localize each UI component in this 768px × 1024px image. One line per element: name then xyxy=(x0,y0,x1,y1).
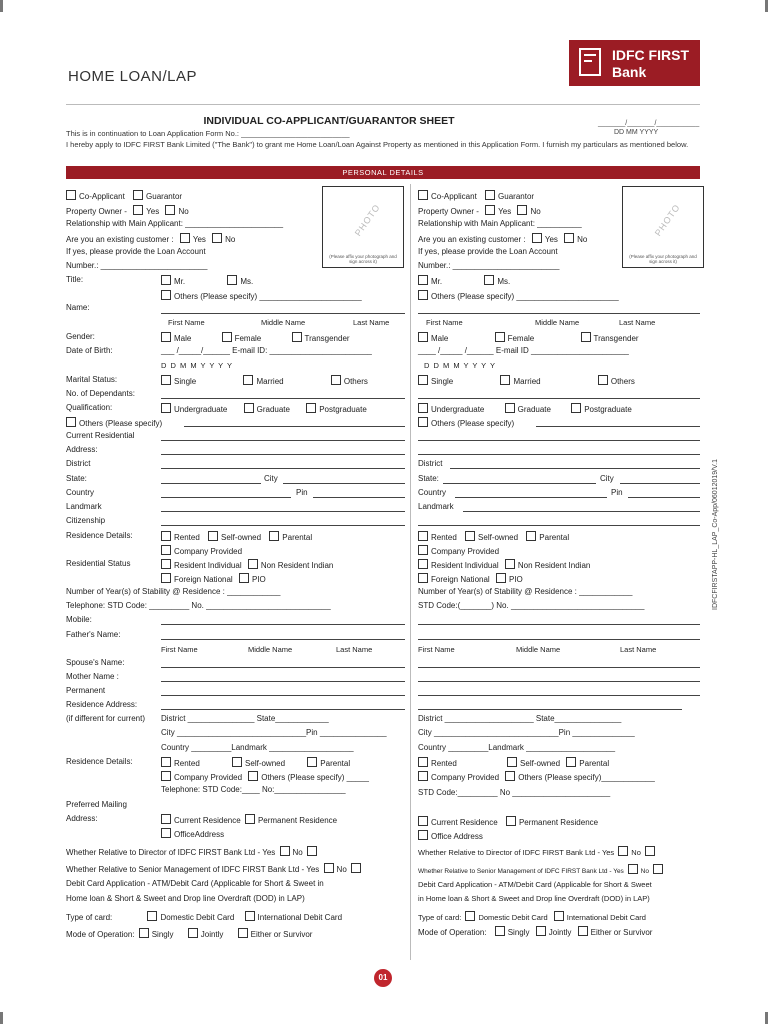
r-applicant-type-row: Co-Applicant Guarantor xyxy=(418,190,534,201)
address-label: Address: xyxy=(66,445,98,454)
gender-options: Male Female Transgender xyxy=(161,332,350,343)
perm-company-row: Company Provided Others (Please specify) _____ xyxy=(161,771,369,782)
column-divider xyxy=(410,184,411,960)
photo-caption: (Please affix your photograph and sign across it) xyxy=(329,254,397,264)
r-undergraduate-checkbox[interactable] xyxy=(418,403,428,413)
r-dob-email-field[interactable]: ____ /_____ /______ E-mail ID ______________________ xyxy=(418,346,629,355)
r-std-field[interactable]: STD Code:(_______) No. ______________________________ xyxy=(418,601,645,610)
r-international-card-checkbox[interactable] xyxy=(554,911,564,921)
mode-operation-row: Mode of Operation: Singly Jointly Either or Survivor xyxy=(66,930,313,939)
r-domestic-card-checkbox[interactable] xyxy=(465,911,475,921)
qualification-label: Qualification: xyxy=(66,403,113,412)
r-pin-label: Pin xyxy=(611,488,623,497)
company-provided-row: Company Provided xyxy=(161,545,242,556)
res-details-options: Rented Self-owned Parental xyxy=(161,531,312,542)
dob-format-caption: D D M M Y Y Y Y xyxy=(161,361,233,370)
existing-customer-no-checkbox[interactable] xyxy=(212,233,222,243)
pio-checkbox[interactable] xyxy=(239,573,249,583)
foreign-national-row: Foreign National PIO xyxy=(161,573,266,584)
undergraduate-checkbox[interactable] xyxy=(161,403,171,413)
state-label: State: xyxy=(66,474,87,483)
relationship-field[interactable]: Relationship with Main Applicant: ______________________ xyxy=(66,219,284,228)
r-co-applicant-checkbox[interactable] xyxy=(418,190,428,200)
r-perm-self-owned-checkbox[interactable] xyxy=(507,757,517,767)
ms-checkbox[interactable] xyxy=(227,275,237,285)
r-rented-checkbox[interactable] xyxy=(418,531,428,541)
r-existing-yes-checkbox[interactable] xyxy=(532,233,542,243)
citizenship-label: Citizenship xyxy=(66,516,106,525)
r-resident-checkbox[interactable] xyxy=(418,559,428,569)
pref-address-label: Address: xyxy=(66,814,98,823)
father-last-name-caption: Last Name xyxy=(336,645,373,654)
either-survivor-checkbox[interactable] xyxy=(238,928,248,938)
r-country-label: Country xyxy=(418,488,447,497)
qualification-others-row: Others (Please specify) xyxy=(66,417,162,428)
relative-director-no-checkbox[interactable] xyxy=(307,846,317,856)
r-transgender-checkbox[interactable] xyxy=(581,332,591,342)
r-pio-checkbox[interactable] xyxy=(496,573,506,583)
mr-checkbox[interactable] xyxy=(161,275,171,285)
r-company-provided-checkbox[interactable] xyxy=(418,545,428,555)
photo-watermark: PHOTO xyxy=(352,202,383,238)
r-debit-card-label-1: Debit Card Application - ATM/Debit Card (Applicable for Short & Sweet xyxy=(418,880,652,889)
name-label: Name: xyxy=(66,303,90,312)
existing-customer-row: Are you an existing customer : Yes No xyxy=(66,235,236,244)
jointly-checkbox[interactable] xyxy=(188,928,198,938)
r-state-label: State: xyxy=(418,474,439,483)
date-field[interactable]: _______/_______/___________ xyxy=(598,120,700,127)
postgraduate-checkbox[interactable] xyxy=(306,403,316,413)
r-current-res-field-2[interactable] xyxy=(418,454,700,455)
r-first-name-caption: First Name xyxy=(426,318,463,327)
dob-email-field[interactable]: ___ /_____/______ E-mail ID: _______________________ xyxy=(161,346,372,355)
r-last-name-caption: Last Name xyxy=(619,318,656,327)
city-label: City xyxy=(264,474,278,483)
mobile-label: Mobile: xyxy=(66,615,92,624)
r-city-label: City xyxy=(600,474,614,483)
transgender-checkbox[interactable] xyxy=(292,332,302,342)
marital-others-checkbox[interactable] xyxy=(331,375,341,385)
spouse-label: Spouse's Name: xyxy=(66,658,125,667)
district-field[interactable] xyxy=(161,468,405,469)
relative-senior-no-checkbox[interactable] xyxy=(351,863,361,873)
r-male-checkbox[interactable] xyxy=(418,332,428,342)
relative-senior-row: Whether Relative to Senior Management of IDFC FIRST Bank Ltd - Yes No xyxy=(66,863,364,874)
r-relative-senior-yes-checkbox[interactable] xyxy=(628,864,638,874)
perm-self-owned-checkbox[interactable] xyxy=(232,757,242,767)
r-district-label: District xyxy=(418,459,443,468)
r-country-field[interactable] xyxy=(455,497,607,498)
r-property-owner-no-checkbox[interactable] xyxy=(517,205,527,215)
r-relative-director-no-checkbox[interactable] xyxy=(645,846,655,856)
co-applicant-checkbox[interactable] xyxy=(66,190,76,200)
r-existing-customer-row: Are you an existing customer : Yes No xyxy=(418,235,588,244)
current-res-field-1[interactable] xyxy=(161,440,405,441)
current-res-label: Current Residential xyxy=(66,431,135,440)
applicant-type-row: Co-Applicant Guarantor xyxy=(66,190,182,201)
company-provided-checkbox[interactable] xyxy=(161,545,171,555)
r-relative-director-row: Whether Relative to Director of IDFC FIRST Bank Ltd - Yes No xyxy=(418,846,658,857)
district-label: District xyxy=(66,459,91,468)
married-checkbox[interactable] xyxy=(243,375,253,385)
single-checkbox[interactable] xyxy=(161,375,171,385)
state-field[interactable] xyxy=(161,483,261,484)
r-mailing-office-checkbox[interactable] xyxy=(418,830,428,840)
r-photo-caption: (Please affix your photograph and sign across it) xyxy=(629,254,697,264)
r-qualification-others-checkbox[interactable] xyxy=(418,417,428,427)
father-first-name-caption: First Name xyxy=(161,645,198,654)
perm-res-details-options: Rented Self-owned Parental xyxy=(161,757,350,768)
res-details-label: Residence Details: xyxy=(66,531,133,540)
r-perm-city-pin-field[interactable]: City ____________________________Pin ______________ xyxy=(418,728,635,737)
r-loan-account-label: If yes, please provide the Loan Account xyxy=(418,247,558,256)
section-header: PERSONAL DETAILS xyxy=(66,166,700,179)
qualification-others-field[interactable] xyxy=(184,426,405,427)
r-graduate-checkbox[interactable] xyxy=(505,403,515,413)
perm-res-details-label: Residence Details: xyxy=(66,757,133,766)
r-loan-account-number-field[interactable]: Number.: ________________________ xyxy=(418,261,560,270)
r-parental-checkbox[interactable] xyxy=(526,531,536,541)
r-gender-options: Male Female Transgender xyxy=(418,332,639,343)
intro-line-2: I hereby apply to IDFC FIRST Bank Limited ("The Bank") to grant me Home Loan/Loan Against Property as mentioned in this Application Form. I furnish my particulars as mentioned below. xyxy=(66,140,689,149)
domestic-card-checkbox[interactable] xyxy=(147,911,157,921)
r-name-field[interactable] xyxy=(418,313,700,314)
perm-others-checkbox[interactable] xyxy=(248,771,258,781)
r-perm-company-row: Company Provided Others (Please specify)____________ xyxy=(418,771,655,782)
father-middle-name-caption: Middle Name xyxy=(248,645,293,654)
debit-card-label-2: Home loan & Short & Sweet and Drop line Overdraft (DOD) in LAP) xyxy=(66,894,305,903)
r-property-owner-yes-checkbox[interactable] xyxy=(485,205,495,215)
perm-parental-checkbox[interactable] xyxy=(307,757,317,767)
property-owner-no-checkbox[interactable] xyxy=(165,205,175,215)
r-state-field[interactable] xyxy=(443,483,596,484)
intro-line-1: This is in continuation to Loan Application Form No.: __________________________ xyxy=(66,129,350,138)
relative-director-yes-checkbox[interactable] xyxy=(280,846,290,856)
perm-company-checkbox[interactable] xyxy=(161,771,171,781)
header-divider xyxy=(66,104,700,105)
r-pin-field[interactable] xyxy=(628,497,700,498)
r-singly-checkbox[interactable] xyxy=(495,926,505,936)
r-landmark-field[interactable] xyxy=(463,511,700,512)
res-status-options: Resident Individual Non Resident Indian xyxy=(161,559,333,570)
r-father-middle-name-caption: Middle Name xyxy=(516,645,561,654)
mailing-options: Current Residence Permanent Residence xyxy=(161,814,337,825)
mailing-office-row: OfficeAddress xyxy=(161,828,224,839)
r-res-status-options: Resident Individual Non Resident Indian xyxy=(418,559,590,570)
crop-mark xyxy=(0,0,3,12)
graduate-checkbox[interactable] xyxy=(244,403,254,413)
r-relative-senior-no-checkbox[interactable] xyxy=(653,864,663,874)
perm-country-landmark-field[interactable]: Country _________Landmark ___________________ xyxy=(161,743,354,752)
r-city-field[interactable] xyxy=(620,483,700,484)
r-mailing-permanent-checkbox[interactable] xyxy=(506,816,516,826)
r-father-last-name-caption: Last Name xyxy=(620,645,657,654)
r-perm-company-checkbox[interactable] xyxy=(418,771,428,781)
citizenship-field[interactable] xyxy=(161,525,405,526)
pref-mailing-label: Preferred Mailing xyxy=(66,800,127,809)
pin-label: Pin xyxy=(296,488,308,497)
marital-label: Marital Status: xyxy=(66,375,118,384)
form-title: INDIVIDUAL CO-APPLICANT/GUARANTOR SHEET xyxy=(203,115,455,127)
r-permanent-field-2[interactable] xyxy=(418,709,682,710)
r-perm-district-state-field[interactable]: District ____________________ State_______________ xyxy=(418,714,622,723)
date-labels: DD MM YYYY xyxy=(614,129,659,136)
relative-director-row: Whether Relative to Director of IDFC FIRST Bank Ltd - Yes No xyxy=(66,846,320,857)
logo-icon xyxy=(579,48,601,76)
mother-label: Mother Name : xyxy=(66,672,119,681)
r-photo-watermark: PHOTO xyxy=(652,202,683,238)
debit-card-label-1: Debit Card Application - ATM/Debit Card (Applicable for Short & Sweet in xyxy=(66,879,324,888)
r-type-card-row: Type of card: Domestic Debit Card International Debit Card xyxy=(418,913,646,922)
r-qualification-others-field[interactable] xyxy=(536,426,700,427)
existing-customer-yes-checkbox[interactable] xyxy=(180,233,190,243)
r-perm-others-checkbox[interactable] xyxy=(505,771,515,781)
perm-telephone-field[interactable]: Telephone: STD Code:____ No:________________ xyxy=(161,785,346,794)
self-owned-checkbox[interactable] xyxy=(208,531,218,541)
r-title-others-checkbox[interactable] xyxy=(418,290,428,300)
country-label: Country xyxy=(66,488,95,497)
dob-label: Date of Birth: xyxy=(66,346,113,355)
r-either-survivor-checkbox[interactable] xyxy=(578,926,588,936)
r-postgraduate-checkbox[interactable] xyxy=(571,403,581,413)
r-existing-no-checkbox[interactable] xyxy=(564,233,574,243)
father-label: Father's Name: xyxy=(66,630,121,639)
r-company-provided-row: Company Provided xyxy=(418,545,499,556)
r-mobile-field[interactable] xyxy=(418,624,700,625)
resident-individual-checkbox[interactable] xyxy=(161,559,171,569)
r-foreign-national-row: Foreign National PIO xyxy=(418,573,523,584)
r-spouse-field[interactable] xyxy=(418,667,700,668)
r-qualification-options: Undergraduate Graduate Postgraduate xyxy=(418,403,632,414)
loan-account-number-field[interactable]: Number.: ________________________ xyxy=(66,261,208,270)
res-status-label: Residential Status xyxy=(66,559,131,568)
telephone-field[interactable]: Telephone: STD Code: _________ No. ____________________________ xyxy=(66,601,331,610)
rented-checkbox[interactable] xyxy=(161,531,171,541)
r-relative-senior-row: Whether Relative to Senior Management of IDFC FIRST Bank Ltd - Yes No xyxy=(418,864,666,875)
r-current-res-field-1[interactable] xyxy=(418,440,700,441)
r-guarantor-checkbox[interactable] xyxy=(485,190,495,200)
logo-text-line2: Bank xyxy=(612,64,647,80)
r-perm-rented-checkbox[interactable] xyxy=(418,757,428,767)
city-field[interactable] xyxy=(283,483,405,484)
mobile-field[interactable] xyxy=(161,624,405,625)
r-mode-operation-row: Mode of Operation: Singly Jointly Either or Survivor xyxy=(418,928,653,937)
marital-options: Single Married Others xyxy=(161,375,368,386)
mother-field[interactable] xyxy=(161,681,405,682)
r-marital-options: Single Married Others xyxy=(418,375,635,386)
r-married-checkbox[interactable] xyxy=(500,375,510,385)
form-reference-code: IDFCFIRSTAPP-HL_LAP_Co-App/06012019/V.1 xyxy=(712,459,719,610)
male-checkbox[interactable] xyxy=(161,332,171,342)
title-others-checkbox[interactable] xyxy=(161,290,171,300)
last-name-caption: Last Name xyxy=(353,318,390,327)
r-res-details-options: Rented Self-owned Parental xyxy=(418,531,569,542)
female-checkbox[interactable] xyxy=(222,332,232,342)
r-title-options: Mr. Ms. xyxy=(418,275,510,286)
first-name-caption: First Name xyxy=(168,318,205,327)
loan-account-label: If yes, please provide the Loan Account xyxy=(66,247,206,256)
property-owner-row: Property Owner - Yes No xyxy=(66,207,189,216)
middle-name-caption: Middle Name xyxy=(261,318,306,327)
landmark-label: Landmark xyxy=(66,502,102,511)
spouse-field[interactable] xyxy=(161,667,405,668)
type-card-row: Type of card: Domestic Debit Card International Debit Card xyxy=(66,913,343,922)
r-perm-res-details-options: Rented Self-owned Parental xyxy=(418,757,609,768)
r-perm-parental-checkbox[interactable] xyxy=(566,757,576,767)
r-mailing-options: Current Residence Permanent Residence xyxy=(418,816,598,827)
mailing-permanent-checkbox[interactable] xyxy=(245,814,255,824)
if-different-label: (if different for current) xyxy=(66,714,145,723)
r-single-checkbox[interactable] xyxy=(418,375,428,385)
perm-city-pin-field[interactable]: City _____________________________Pin _______________ xyxy=(161,728,387,737)
dependants-field[interactable] xyxy=(161,398,405,399)
bank-logo xyxy=(569,40,700,86)
r-jointly-checkbox[interactable] xyxy=(536,926,546,936)
r-property-owner-row: Property Owner - Yes No xyxy=(418,207,541,216)
non-resident-checkbox[interactable] xyxy=(248,559,258,569)
singly-checkbox[interactable] xyxy=(139,928,149,938)
r-stability-field[interactable]: Number of Year(s) of Stability @ Residence : ____________ xyxy=(418,587,633,596)
qualification-options: Undergraduate Graduate Postgraduate xyxy=(161,403,367,414)
r-mailing-current-checkbox[interactable] xyxy=(418,816,428,826)
relative-senior-yes-checkbox[interactable] xyxy=(324,863,334,873)
r-photo-box[interactable] xyxy=(622,186,704,268)
r-non-resident-checkbox[interactable] xyxy=(505,559,515,569)
r-mailing-office-row: Office Address xyxy=(418,830,483,841)
permanent-field-2[interactable] xyxy=(161,709,405,710)
r-relative-director-yes-checkbox[interactable] xyxy=(618,846,628,856)
permanent-label: Permanent xyxy=(66,686,106,695)
r-middle-name-caption: Middle Name xyxy=(535,318,580,327)
r-perm-std-field[interactable]: STD Code:_________ No ______________________ xyxy=(418,788,611,797)
r-dob-format-caption: D D M M Y Y Y Y xyxy=(424,361,496,370)
country-field[interactable] xyxy=(161,497,291,498)
mailing-office-checkbox[interactable] xyxy=(161,828,171,838)
father-field[interactable] xyxy=(161,639,405,640)
logo-text-line1: IDFC FIRST xyxy=(612,47,689,63)
photo-box[interactable] xyxy=(322,186,404,268)
r-title-others-row: Others (Please specify) _______________________ xyxy=(418,290,619,301)
r-father-first-name-caption: First Name xyxy=(418,645,455,654)
page-number-badge: 01 xyxy=(374,969,392,987)
international-card-checkbox[interactable] xyxy=(245,911,255,921)
r-mother-field[interactable] xyxy=(418,681,700,682)
title-others-row: Others (Please specify) _______________________ xyxy=(161,290,362,301)
r-debit-card-label-2: in Home loan & Short & Sweet and Drop line Overdraft (DOD) in LAP) xyxy=(418,894,650,903)
pin-field[interactable] xyxy=(313,497,405,498)
r-father-field[interactable] xyxy=(418,639,700,640)
r-district-field[interactable] xyxy=(450,468,700,469)
r-landmark-label: Landmark xyxy=(418,502,454,511)
r-citizenship-field[interactable] xyxy=(418,525,700,526)
perm-district-state-field[interactable]: District _______________ State____________ xyxy=(161,714,329,723)
stability-field[interactable]: Number of Year(s) of Stability @ Residence : ____________ xyxy=(66,587,281,596)
perm-rented-checkbox[interactable] xyxy=(161,757,171,767)
crop-mark xyxy=(0,1012,3,1024)
r-relationship-field[interactable]: Relationship with Main Applicant: __________ xyxy=(418,219,582,228)
r-mr-checkbox[interactable] xyxy=(418,275,428,285)
gender-label: Gender: xyxy=(66,332,95,341)
qualification-others-checkbox[interactable] xyxy=(66,417,76,427)
mailing-current-checkbox[interactable] xyxy=(161,814,171,824)
guarantor-checkbox[interactable] xyxy=(133,190,143,200)
r-ms-checkbox[interactable] xyxy=(484,275,494,285)
foreign-national-checkbox[interactable] xyxy=(161,573,171,583)
r-qualification-others-row: Others (Please specify) xyxy=(418,417,514,428)
r-permanent-field-1[interactable] xyxy=(418,695,700,696)
brand-title: HOME LOAN/LAP xyxy=(68,68,198,85)
title-label: Title: xyxy=(66,275,84,284)
r-female-checkbox[interactable] xyxy=(495,332,505,342)
r-dependants-field[interactable] xyxy=(418,398,700,399)
r-self-owned-checkbox[interactable] xyxy=(465,531,475,541)
property-owner-yes-checkbox[interactable] xyxy=(133,205,143,215)
r-foreign-national-checkbox[interactable] xyxy=(418,573,428,583)
current-res-field-2[interactable] xyxy=(161,454,405,455)
name-field[interactable] xyxy=(161,313,405,314)
intro-text xyxy=(66,128,706,150)
r-marital-others-checkbox[interactable] xyxy=(598,375,608,385)
parental-checkbox[interactable] xyxy=(269,531,279,541)
title-options: Mr. Ms. xyxy=(161,275,253,286)
landmark-field[interactable] xyxy=(161,511,405,512)
permanent-field-1[interactable] xyxy=(161,695,405,696)
r-perm-country-landmark-field[interactable]: Country _________Landmark ____________________ xyxy=(418,743,616,752)
res-address-label: Residence Address: xyxy=(66,700,138,709)
dependants-label: No. of Dependants: xyxy=(66,389,135,398)
